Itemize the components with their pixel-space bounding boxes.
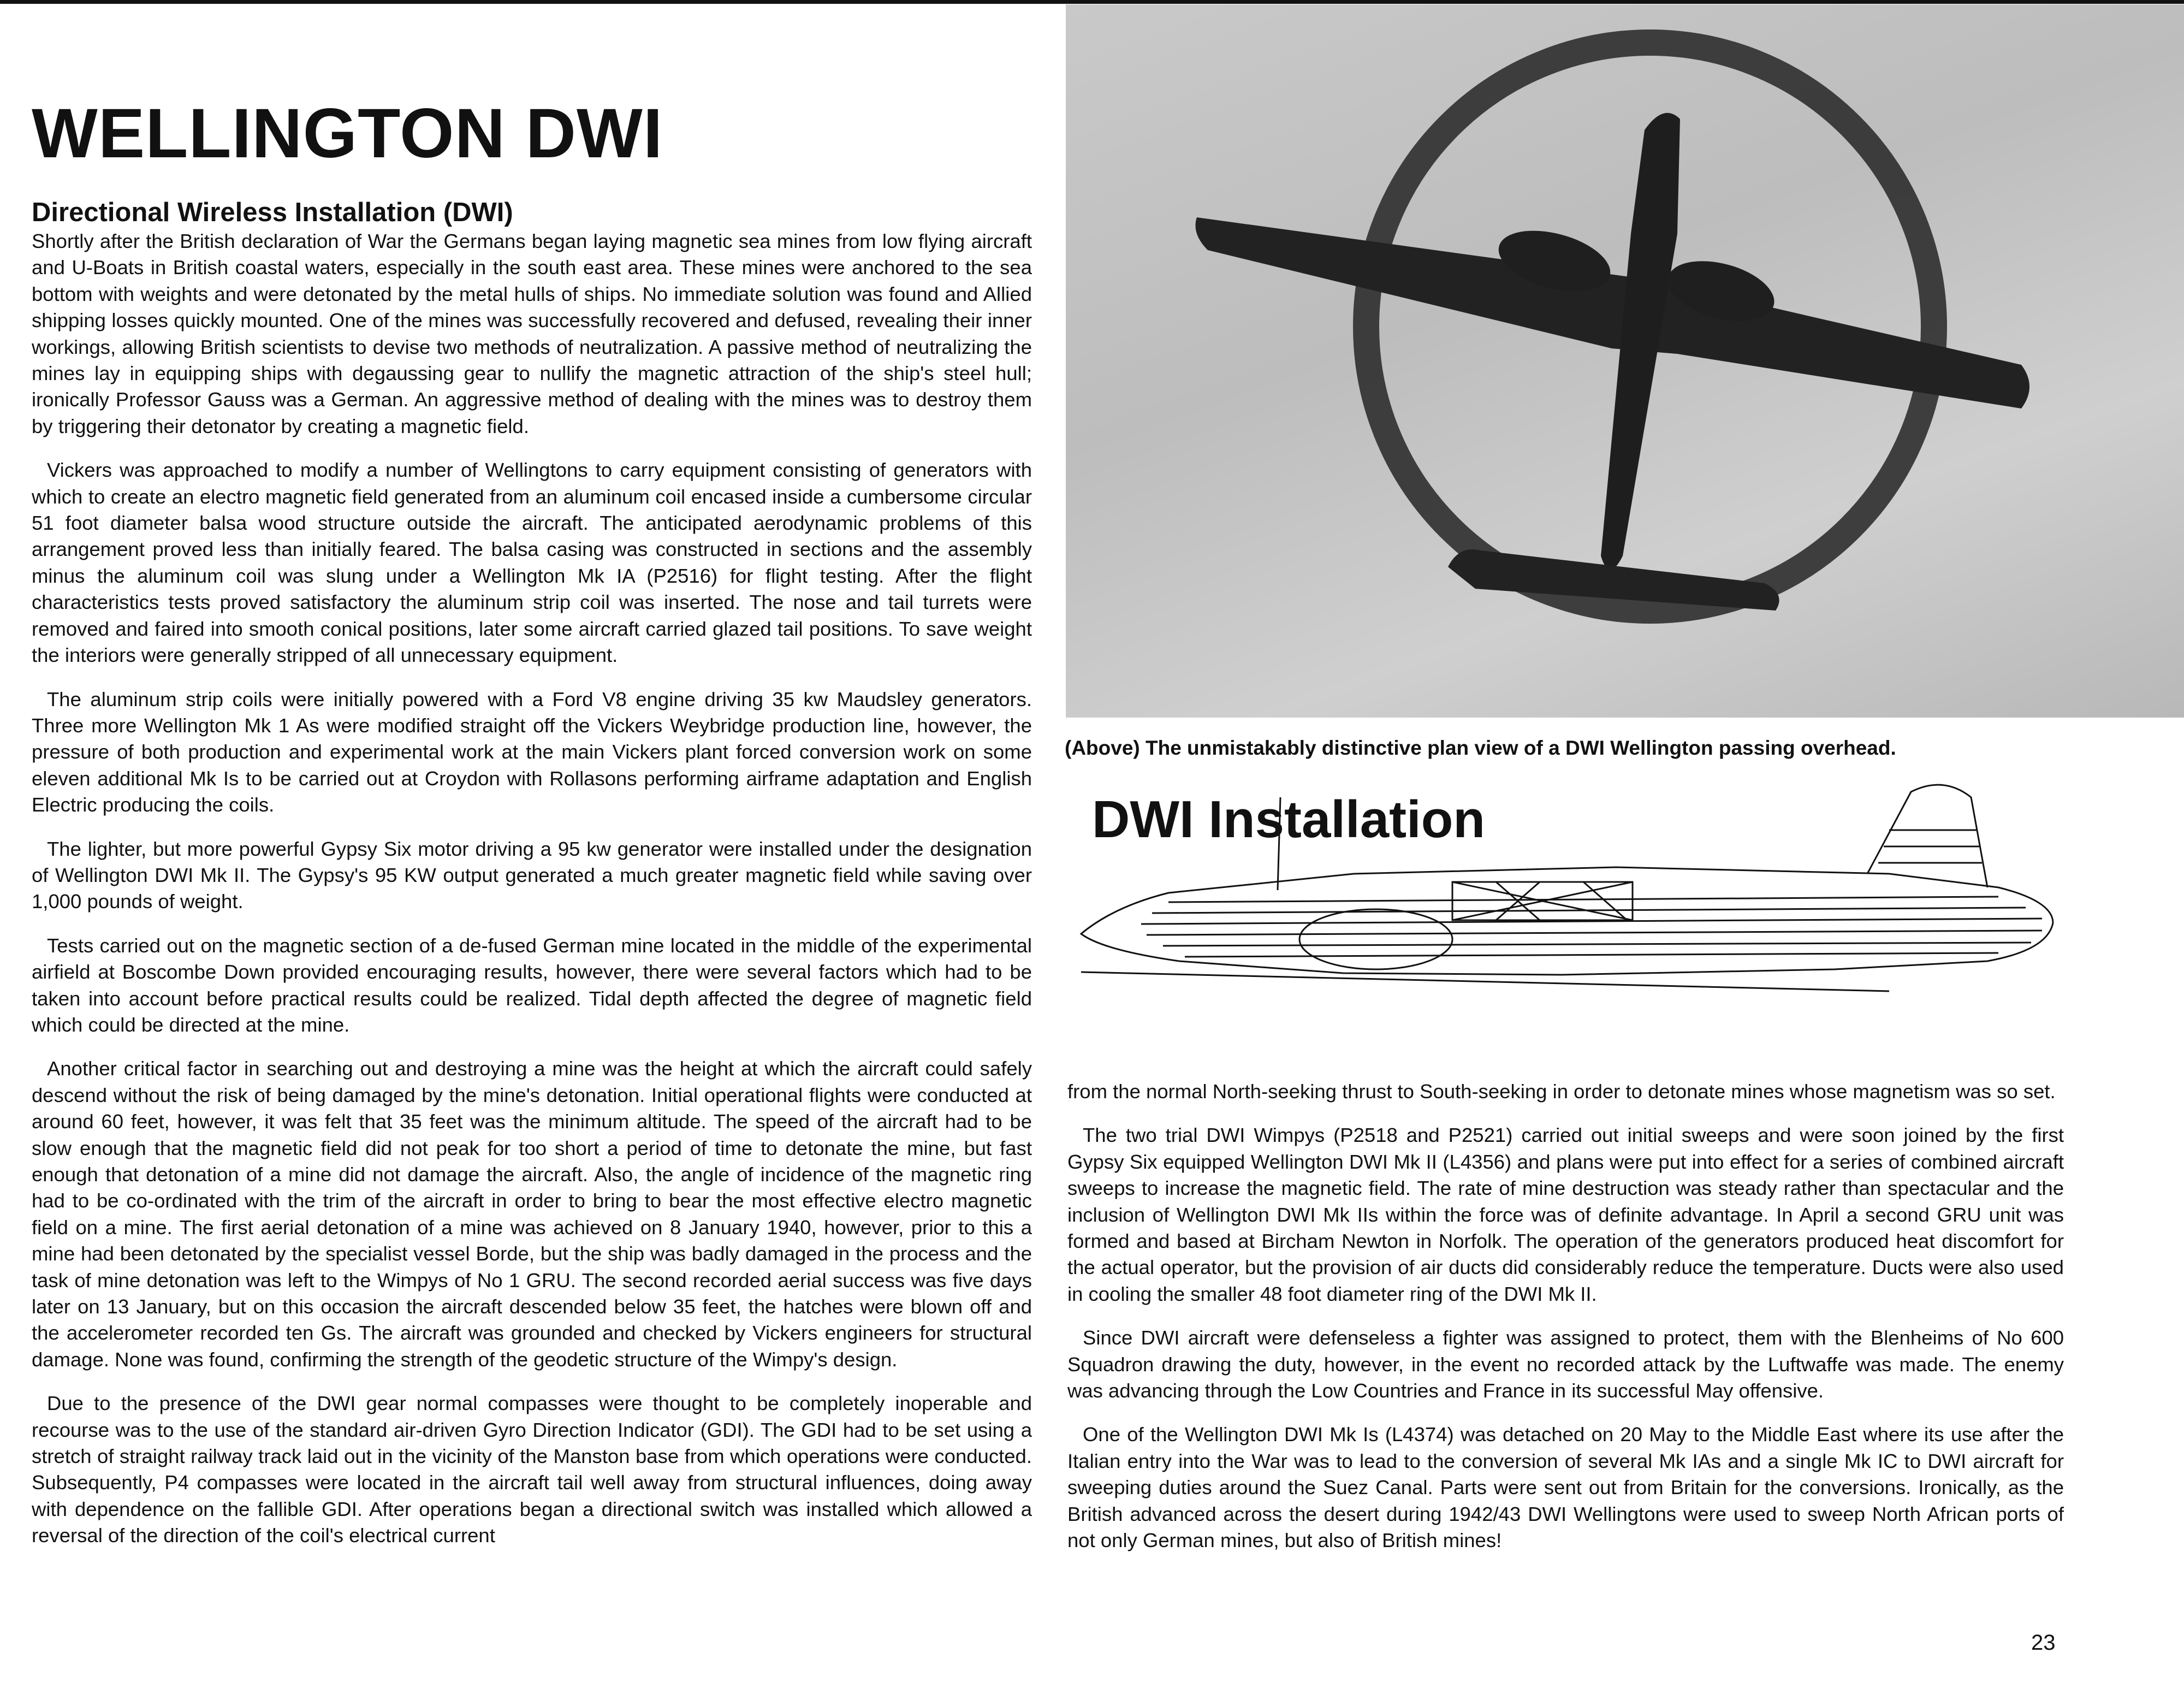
paragraph: from the normal North-seeking thrust to South-seeking in order to detonate mines whose magnetism was so set. xyxy=(1067,1080,2056,1103)
section-subtitle: Directional Wireless Installation (DWI) xyxy=(32,198,513,227)
paragraph: Another critical factor in searching out and destroying a mine was the height at which the aircraft could safely descend without the risk of being damaged by the mine's detonation. Initial operational flights were conducted at around 60 feet, however, it was felt that 35 feet was the minimum altitude. The speed of the aircraft had to be slow enough that the magnetic field did not peak for too short a period of time to detonate the mine, but fast enough that detonation of a mine did not damage the aircraft. Also, the angle of incidence of the magnetic ring had to be co-ordinated with the trim of the aircraft in order to bring to bear the most effective electro magnetic field on a mine. The first aerial detonation of a mine was achieved on 8 January 1940, however, prior to this a mine had been detonated by the specialist vessel Borde, but the ship was badly damaged in the process and the task of mine detonation was left to the Wimpys of No 1 GRU. The second recorded aerial success was five days later on 13 January, but on this occasion the aircraft descended below 35 feet, the hatches were blown off and the accelerometer recorded ten Gs. The aircraft was grounded and checked by Vickers engineers for structural damage. None was found, confirming the strength of the geodetic structure of the Wimpy's design. xyxy=(32,1057,1032,1371)
paragraph: Vickers was approached to modify a number of Wellingtons to carry equipment consisting of generators with which to create an electro magnetic field generated from an aluminum coil encased inside a cumbersome circular 51 foot diameter balsa wood structure outside the aircraft. The anticipated aerodynamic problems of this arrangement proved less than initially feared. The balsa casing was constructed in sections and the assembly minus the aluminum coil was slung under a Wellington Mk IA (P2516) for flight testing. After the flight characteristics tests proved satisfactory the aluminum strip coil was inserted. The nose and tail turrets were removed and faired into smooth conical positions, later some aircraft carried glazed tail positions. To save weight the interiors were generally stripped of all unnecessary equipment. xyxy=(32,459,1032,667)
paragraph: The aluminum strip coils were initially powered with a Ford V8 engine driving 35 kw Maudsley generators. Three more Wellington Mk 1 As were modified straight off the Vickers Weybridge production line, however, the pressure of both production and experimental work at the main Vickers plant forced conversion work on some eleven additional Mk Is to be carried out at Croydon with Rollasons performing airframe adaptation and English Electric producing the coils. xyxy=(32,688,1032,816)
paragraph: Shortly after the British declaration of War the Germans began laying magnetic sea mines from low flying aircraft and U-Boats in British coastal waters, especially in the south east area. These mines were anchored to the sea bottom with weights and were detonated by the metal hulls of ships. No immediate solution was found and Allied shipping losses quickly mounted. One of the mines was successfully recovered and defused, revealing their inner workings, allowing British scientists to devise two methods of neutralization. A passive method of neutralizing the mines lay in equipping ships with degaussing gear to nullify the magnetic attraction of the ship's steel hull; ironically Professor Gauss was a German. An aggressive method of dealing with the mines was to destroy them by triggering their detonator by creating a magnetic field. xyxy=(32,230,1032,437)
paragraph: One of the Wellington DWI Mk Is (L4374) was detached on 20 May to the Middle East where its use after the Italian entry into the War was to lead to the conversion of several Mk IAs and a single Mk IC to DWI aircraft for sweeping duties around the Suez Canal. Parts were sent out from Britain for the conversions. Ironically, as the British advanced across the desert during 1942/43 DWI Wellingtons were used to sweep North African ports of not only German mines, but also of British mines! xyxy=(1067,1423,2064,1552)
top-rule xyxy=(0,0,2184,4)
dwi-wellington-overhead-image xyxy=(1066,4,2184,718)
left-column xyxy=(32,93,1032,1567)
page-title: WELLINGTON DWI xyxy=(32,94,663,173)
photo-caption: (Above) The unmistakably distinctive plan view of a DWI Wellington passing overhead. xyxy=(1065,737,1896,759)
diagram-title: DWI Installation xyxy=(1092,790,1485,849)
paragraph: Tests carried out on the magnetic section of a de-fused German mine located in the middle of the experimental airfield at Boscombe Down provided encouraging results, however, there were several factors which had to be taken into account before practical results could be realized. Tidal depth affected the degree of magnetic field which could be directed at the mine. xyxy=(32,934,1032,1036)
paragraph: The lighter, but more powerful Gypsy Six motor driving a 95 kw generator were installed under the designation of Wellington DWI Mk II. The Gypsy's 95 KW output generated a much greater magnetic field while saving over 1,000 pounds of weight. xyxy=(32,837,1032,913)
paragraph: Since DWI aircraft were defenseless a fighter was assigned to protect, them with the Blenheims of No 600 Squadron drawing the duty, however, in the event no recorded attack by the Luftwaffe was made. The enemy was advancing through the Low Countries and France in its successful May offensive. xyxy=(1067,1326,2064,1402)
aircraft-photo xyxy=(1066,4,2184,718)
paragraph: Due to the presence of the DWI gear normal compasses were thought to be completely inoperable and recourse was to the use of the standard air-driven Gyro Direction Indicator (GDI). The GDI had to be set using a stretch of straight railway track laid out in the vicinity of the Manston base from which operations were conducted. Subsequently, P4 compasses were located in the aircraft tail well away from structural influences, doing away with dependence on the fallible GDI. After operations began a directional switch was installed which allowed a reversal of the direction of the coil's electrical current xyxy=(32,1392,1032,1547)
page-number: 23 xyxy=(2031,1631,2056,1655)
paragraph: The two trial DWI Wimpys (P2518 and P2521) carried out initial sweeps and were soon joined by the first Gypsy Six equipped Wellington DWI Mk II (L4356) and plans were put into effect for a series of combined aircraft sweeps to increase the magnetic field. The rate of mine destruction was steady rather than spectacular and the inclusion of Wellington DWI Mk IIs within the force was of definite advantage. In April a second GRU unit was formed and based at Bircham Newton in Norfolk. The operation of the generators produced heat discomfort for the actual operator, but the provision of air ducts did considerably reduce the temperature. Ducts were also used in cooling the smaller 48 foot diameter ring of the DWI Mk II. xyxy=(1067,1124,2064,1305)
right-column xyxy=(1067,1079,2064,1572)
